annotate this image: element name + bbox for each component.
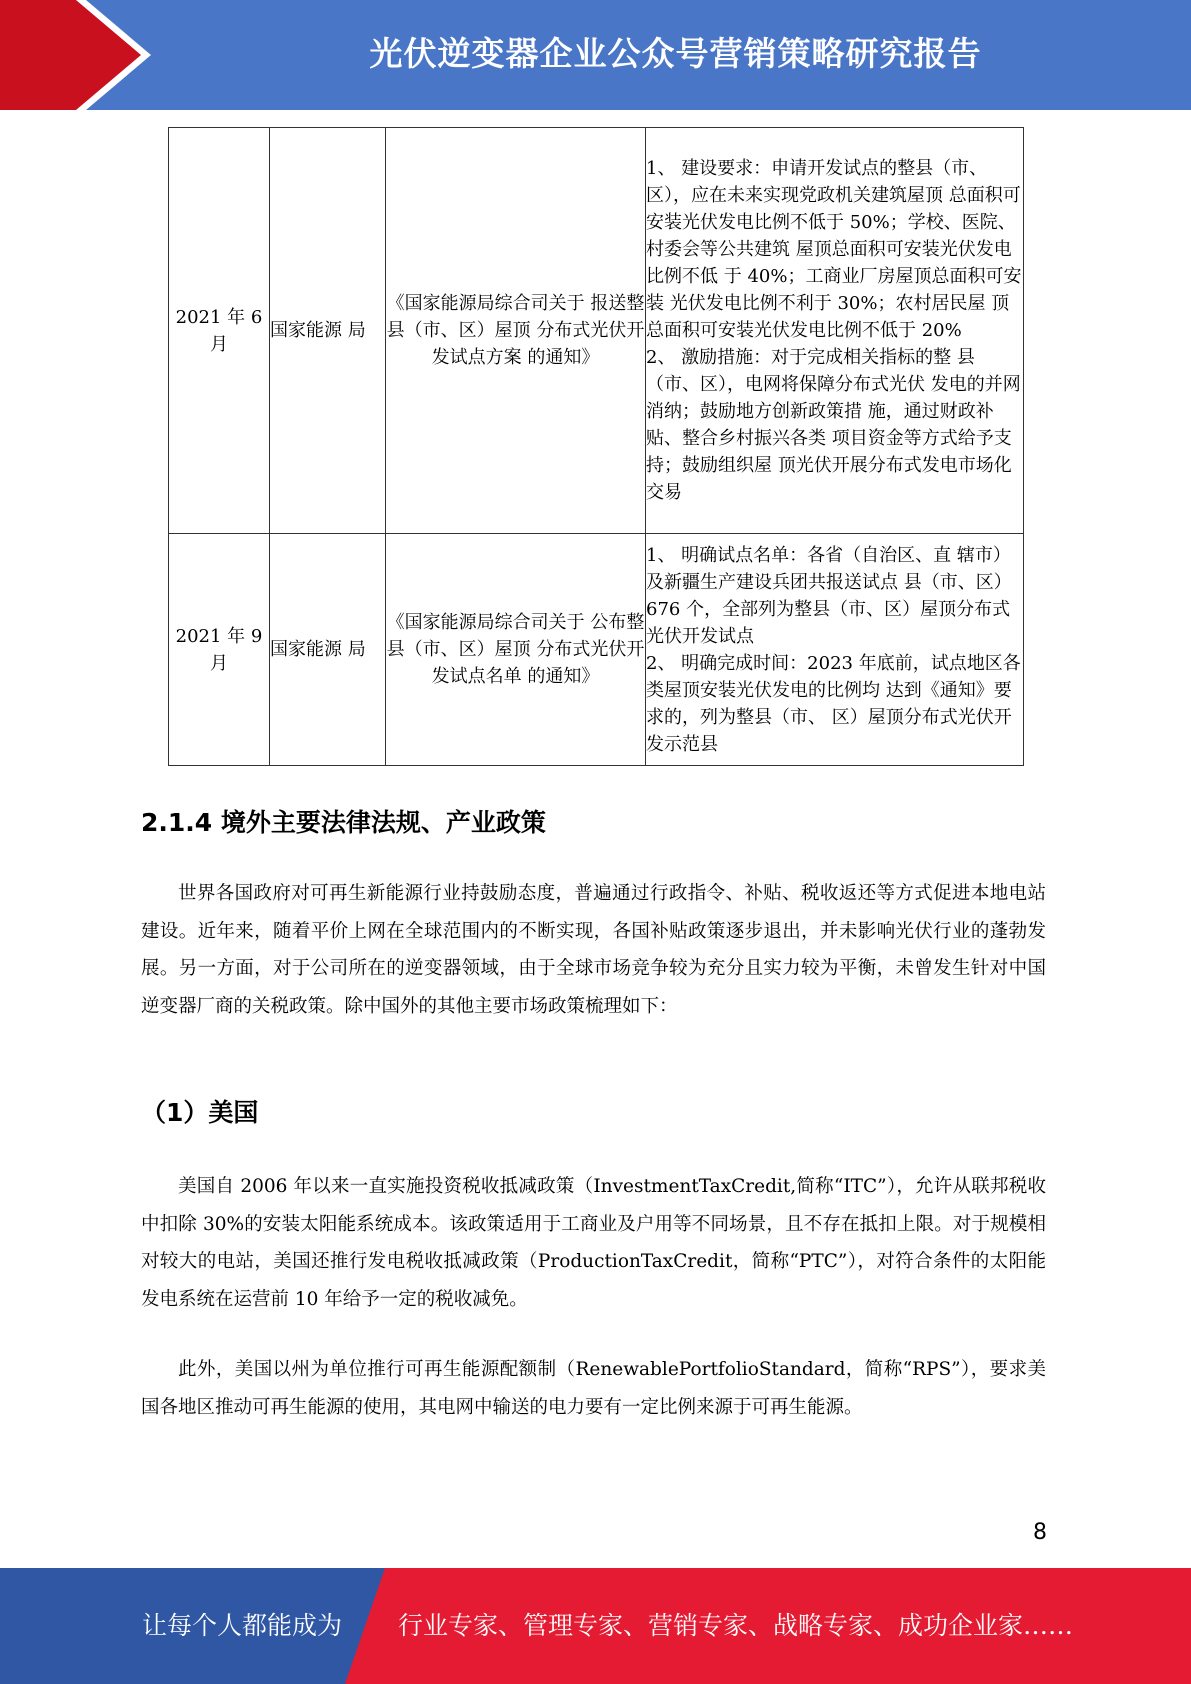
- policy-document: 《国家能源局综合司关于 公布整县（市、区）屋顶 分布式光伏开发试点名单 的通知》: [386, 534, 646, 766]
- section-heading: 2.1.4 境外主要法律法规、产业政策: [141, 808, 546, 837]
- footer-slogan-left: 让每个人都能成为: [142, 1611, 343, 1640]
- policy-date: 2021 年 9 月: [169, 534, 270, 766]
- rps-paragraph: 此外，美国以州为单位推行可再生能源配额制（RenewablePortfolioStandard，简称“RPS”），要求美国各地区推动可再生能源的使用，其电网中输送的电力要有一定比例来源于可再生能源。: [141, 1359, 1046, 1418]
- policy-table: [168, 127, 1024, 766]
- policy-issuer: 国家能源 局: [270, 534, 386, 766]
- policy-content: [646, 534, 1024, 766]
- table-row: [169, 128, 1024, 534]
- footer-slogan-right: 行业专家、管理专家、营销专家、战略专家、成功企业家……: [398, 1611, 1074, 1640]
- page-footer: [0, 1568, 1191, 1684]
- policy-document: 《国家能源局综合司关于 报送整县（市、区）屋顶 分布式光伏开发试点方案 的通知》: [386, 128, 646, 534]
- policy-content-item: 1、 明确试点名单：各省（自治区、直 辖市）及新疆生产建设兵团共报送试点 县（市、区） 676 个，全部列为整县（市、区）屋顶分布式光伏开发试点: [646, 544, 1012, 647]
- policy-issuer: 国家能源 局: [270, 128, 386, 534]
- policy-content: [646, 128, 1024, 534]
- table-row: [169, 534, 1024, 766]
- section-intro-paragraph: 世界各国政府对可再生新能源行业持鼓励态度，普遍通过行政指令、补贴、税收返还等方式促进本地电站建设。近年来，随着平价上网在全球范围内的不断实现，各国补贴政策逐步退出，并未影响光伏行业的蓬勃发展。另一方面，对于公司所在的逆变器领域，由于全球市场竞争较为充分且实力较为平衡，未曾发生针对中国逆变器厂商的关税政策。除中国外的其他主要市场政策梳理如下：: [141, 883, 1046, 1017]
- itc-ptc-paragraph: 美国自 2006 年以来一直实施投资税收抵减政策（InvestmentTaxCredit,简称“ITC”），允许从联邦税收中扣除 30%的安装太阳能系统成本。该政策适用于工商业及户用等不同场景，且不存在抵扣上限。对于规模相对较大的电站，美国还推行发电税收抵减政策（ProductionTaxCredit，简称“PTC”），对符合条件的太阳能发电系统在运营前 10 年给予一定的税收减免。: [141, 1176, 1046, 1310]
- policy-date: 2021 年 6 月: [169, 128, 270, 534]
- report-title: 光伏逆变器企业公众号营销策略研究报告: [369, 34, 982, 73]
- policy-content-item: 2、 明确完成时间：2023 年底前，试点地区各类屋顶安装光伏发电的比例均 达到《通知》要求的，列为整县（市、 区）屋顶分布式光伏开发示范县: [646, 652, 1021, 755]
- policy-content-item: 1、 建设要求：申请开发试点的整县（市、 区），应在未来实现党政机关建筑屋顶 总面积可安装光伏发电比例不低于 50%；学校、医院、村委会等公共建筑 屋顶总面积可安装光伏发电比例不低 于 40%；工商业厂房屋顶总面积可安装 光伏发电比例不利于 30%；农村居民屋 顶总面积可安装光伏发电比例不低于 20%: [646, 158, 1022, 341]
- page-header: [0, 0, 1191, 110]
- page-number: 8: [1033, 1520, 1047, 1545]
- policy-content-item: 2、 激励措施：对于完成相关指标的整 县（市、区），电网将保障分布式光伏 发电的并网消纳；鼓励地方创新政策措 施，通过财政补贴、整合乡村振兴各类 项目资金等方式给予支持；鼓励组织屋 顶光伏开展分布式发电市场化交易: [646, 347, 1021, 503]
- subsection-heading-usa: （1）美国: [141, 1098, 259, 1127]
